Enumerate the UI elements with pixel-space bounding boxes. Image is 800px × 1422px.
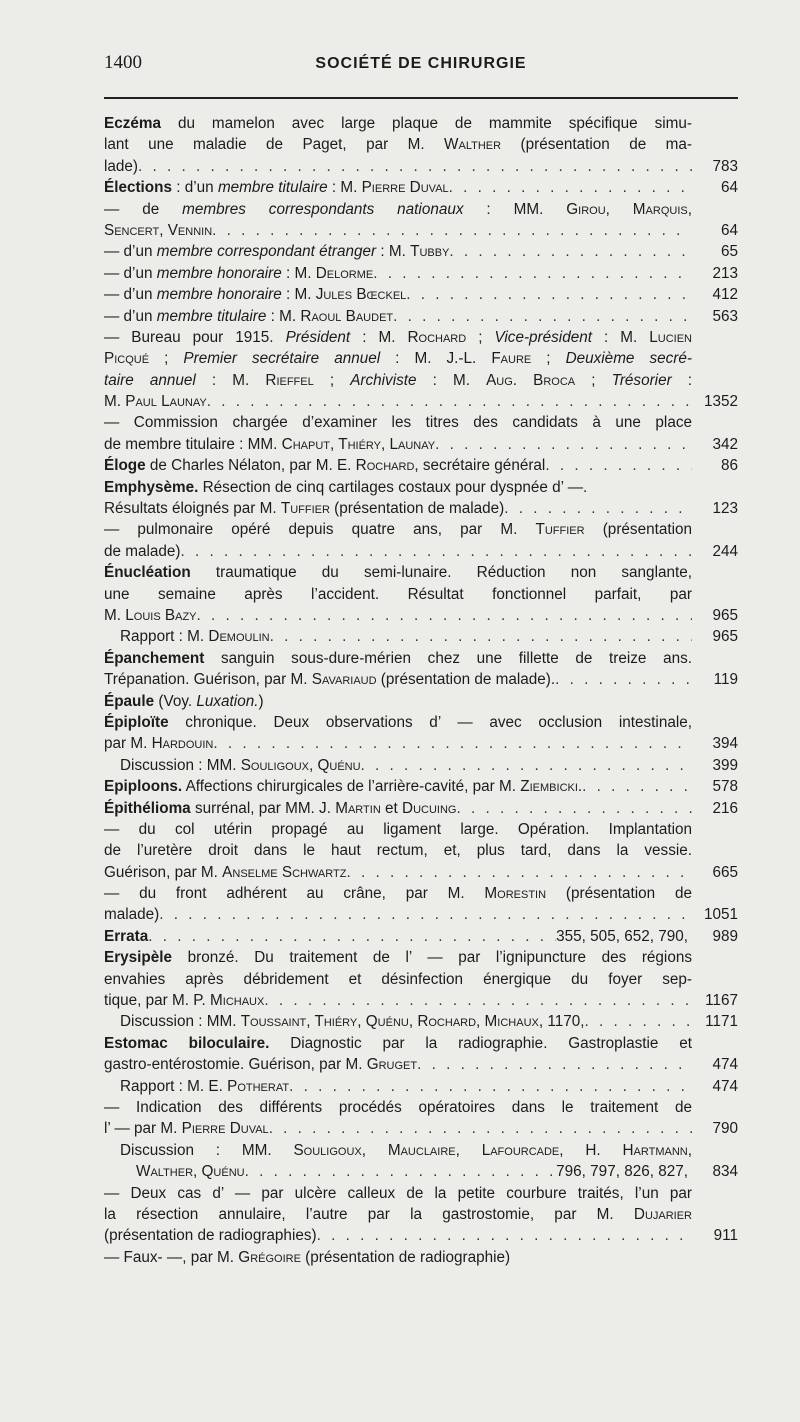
entry-text: Épiploïte xyxy=(104,713,169,731)
running-title: SOCIÉTÉ DE CHIRURGIE xyxy=(315,55,527,72)
entry-line xyxy=(104,990,692,1011)
entry-text: Savariaud xyxy=(311,671,377,689)
page-header xyxy=(104,52,738,82)
entry-text: sanguin sous-dure-mérien chez une fillette de treize ans. xyxy=(204,649,692,667)
entry-text: lade) xyxy=(104,157,139,175)
entry-text: : M. xyxy=(416,371,487,389)
entry-line xyxy=(104,1033,692,1054)
entry-text: ; xyxy=(575,371,612,389)
page-ref: 1167 xyxy=(705,992,738,1010)
page-ref: 86 xyxy=(720,457,738,475)
entry-text: : xyxy=(671,371,692,389)
entry-text: chronique. Deux observations d’ — avec occlusion intestinale, xyxy=(168,713,692,731)
entry-text: 796, 797, 826, 827, xyxy=(556,1163,688,1181)
entry-text: du mamelon avec large plaque de mammite spécifique simu- xyxy=(160,115,692,132)
page-ref: 394 xyxy=(712,735,738,753)
page-ref: 342 xyxy=(712,435,738,453)
entry-line xyxy=(104,733,692,754)
index-entry xyxy=(104,1076,738,1097)
entry-line xyxy=(120,626,692,647)
page-ref: 119 xyxy=(713,671,738,689)
entry-text: surrénal, par MM. J. xyxy=(190,799,336,817)
index-entry xyxy=(104,755,738,776)
entry-text: (présentation xyxy=(584,521,692,539)
entry-line xyxy=(104,498,692,519)
entry-line xyxy=(104,776,692,797)
entry-text: Demoulin xyxy=(208,628,270,646)
entry-text: Morestin xyxy=(484,885,547,903)
leader-dots xyxy=(393,306,692,327)
index-entry xyxy=(104,776,738,797)
entry-line xyxy=(104,1097,692,1118)
entry-text: Résultats éloignés par M. xyxy=(104,500,281,518)
entry-text: (Voy. xyxy=(154,692,197,710)
entry-text: Gruget xyxy=(366,1056,418,1074)
index-entry xyxy=(104,819,738,883)
leader-dots xyxy=(148,926,556,947)
entry-line xyxy=(104,605,692,626)
entry-text: membre titulaire xyxy=(156,307,267,325)
index-entry xyxy=(104,263,738,284)
entry-text: membre titulaire xyxy=(217,179,328,197)
entry-line xyxy=(104,584,692,605)
entry-line xyxy=(104,306,692,327)
page-ref: 563 xyxy=(712,307,738,325)
entry-text: Delorme xyxy=(315,264,374,282)
entry-text: , secrétaire général xyxy=(414,457,546,475)
entry-line xyxy=(120,1011,692,1032)
entry-text: — d’un xyxy=(104,286,157,304)
entry-line xyxy=(104,412,692,433)
entry-line xyxy=(120,755,692,776)
page-ref: 399 xyxy=(712,756,738,774)
index-entry xyxy=(104,284,738,305)
page-ref: 911 xyxy=(713,1227,738,1245)
entry-line xyxy=(104,541,692,562)
entry-text: : M. xyxy=(376,243,411,261)
entry-text: (présentation de malade). xyxy=(376,671,556,689)
entry-text: envahies après débridement et désinfection énergique du foyer sep- xyxy=(104,970,692,988)
leader-dots xyxy=(138,156,692,177)
index-entry xyxy=(104,712,738,755)
leader-dots xyxy=(181,541,692,562)
entry-text: Aug. Broca xyxy=(486,371,576,389)
leader-dots xyxy=(264,990,692,1011)
entry-text: ; xyxy=(313,371,351,389)
index-entry xyxy=(104,1011,738,1032)
entry-text: bronzé. Du traitement de l’ — par l’ignipuncture des régions xyxy=(172,949,692,967)
entry-line xyxy=(104,348,692,369)
index-entries xyxy=(104,113,738,1268)
leader-dots xyxy=(270,626,692,647)
leader-dots xyxy=(456,798,692,819)
leader-dots xyxy=(449,177,692,198)
leader-dots xyxy=(585,1011,692,1032)
entry-text: Élections xyxy=(104,179,173,197)
index-entry xyxy=(104,1097,738,1140)
entry-line xyxy=(104,562,692,583)
index-entry xyxy=(104,519,738,562)
index-entry xyxy=(104,1247,738,1268)
entry-text: Walther xyxy=(444,136,502,154)
leader-dots xyxy=(435,434,692,455)
entry-line xyxy=(104,134,692,155)
entry-line xyxy=(104,284,692,305)
entry-text: : M. xyxy=(195,371,266,389)
index-entry xyxy=(104,1140,738,1183)
entry-text: Résection de cinq cartilages costaux pour dyspnée d’ —. xyxy=(198,478,588,496)
entry-text: Estomac xyxy=(104,1034,168,1052)
entry-text: ; xyxy=(466,328,495,346)
page-ref: 834 xyxy=(712,1163,738,1181)
entry-line xyxy=(104,1183,692,1204)
entry-text: : M. xyxy=(281,264,316,282)
entry-text: — d’un xyxy=(104,264,157,282)
leader-dots xyxy=(212,220,692,241)
index-entry xyxy=(104,498,738,519)
entry-text: Tuffier xyxy=(280,500,330,518)
entry-text: membre honoraire xyxy=(156,286,282,304)
entry-text: une semaine après l’accident. Résultat fonctionnel parfait, par xyxy=(104,585,692,603)
entry-text: Martin xyxy=(335,799,381,817)
page-ref: 65 xyxy=(720,243,738,261)
index-entry xyxy=(104,691,738,712)
entry-text: — du front adhérent au crâne, par M. xyxy=(104,885,485,903)
entry-line xyxy=(104,1247,692,1268)
entry-text: membre correspondant étranger xyxy=(156,243,377,261)
page-ref: 783 xyxy=(712,157,738,175)
index-entry xyxy=(104,177,738,198)
entry-line xyxy=(104,947,692,968)
entry-text: Tuffier xyxy=(535,521,585,539)
entry-text: Raoul Baudet xyxy=(300,307,394,325)
entry-line xyxy=(104,519,692,540)
entry-text: (présentation de malade) xyxy=(329,500,505,518)
index-entry xyxy=(104,883,738,926)
index-entry xyxy=(104,1183,738,1247)
entry-text: — Faux- —, par M. xyxy=(104,1248,239,1266)
entry-text: Jules Bœckel xyxy=(315,286,407,304)
entry-text: Premier secrétaire annuel xyxy=(183,350,381,368)
entry-text: ; xyxy=(149,350,184,368)
entry-line xyxy=(104,840,692,861)
entry-line xyxy=(104,1204,692,1225)
entry-text: Pierre Duval xyxy=(181,1120,269,1138)
index-entry xyxy=(104,306,738,327)
leader-dots xyxy=(449,241,692,262)
entry-text: Louis Bazy xyxy=(125,606,197,624)
entry-text: Discussion : MM. xyxy=(120,1013,241,1031)
entry-line xyxy=(104,883,692,904)
page-ref: 123 xyxy=(712,500,738,518)
index-entry xyxy=(104,113,738,177)
entry-text: Rapport : M. E. xyxy=(120,1077,228,1095)
entry-line xyxy=(104,220,692,241)
entry-text: traumatique du semi-lunaire. Réduction non sanglante, xyxy=(190,564,692,582)
entry-line xyxy=(104,199,692,220)
entry-text: — d’un xyxy=(104,307,157,325)
entry-text: Erysipèle xyxy=(104,949,173,967)
entry-text: Rochard xyxy=(355,457,415,475)
entry-text: Éloge xyxy=(104,457,146,475)
entry-text: Président xyxy=(285,328,351,346)
entry-line xyxy=(104,327,692,348)
entry-text: malade) xyxy=(104,906,160,924)
entry-text: : M. xyxy=(266,307,301,325)
entry-line xyxy=(104,370,692,391)
entry-text: Dujarier xyxy=(633,1205,692,1223)
entry-text: biloculaire. xyxy=(188,1034,270,1052)
index-entry xyxy=(104,199,738,242)
entry-line xyxy=(104,798,692,819)
entry-text: — d’un xyxy=(104,243,157,261)
leader-dots xyxy=(197,605,693,626)
page-ref: 213 xyxy=(712,264,738,282)
entry-text: Anselme Schwartz xyxy=(222,863,347,881)
entry-text: : d’un xyxy=(172,179,218,197)
entry-text: et xyxy=(380,799,403,817)
leader-dots xyxy=(207,391,692,412)
entry-text: Souligoux, Quénu xyxy=(240,756,361,774)
entry-text: Ziembicki. xyxy=(520,778,583,796)
page-ref: 64 xyxy=(720,221,738,239)
entry-line xyxy=(104,862,692,883)
index-entry xyxy=(104,626,738,647)
entry-text: Hardouin xyxy=(151,735,214,753)
entry-line xyxy=(120,1161,692,1182)
entry-text: Affections chirurgicales de l’arrière-cavité, par M. xyxy=(182,778,521,796)
entry-text: (présentation de radiographies) xyxy=(104,1227,317,1245)
page-ref: 474 xyxy=(712,1056,738,1074)
entry-line xyxy=(104,669,692,690)
leader-dots xyxy=(213,733,692,754)
page-ref: 64 xyxy=(720,179,738,197)
entry-text: de l’uretère droit dans le haut rectum, et, plus tard, dans la vessie. xyxy=(104,842,692,860)
entry-text xyxy=(168,1035,189,1052)
entry-text: Errata xyxy=(104,927,149,945)
leader-dots xyxy=(346,862,692,883)
entry-text: — Commission chargée d’examiner les titres des candidats à une place xyxy=(104,414,692,432)
entry-text: — pulmonaire opéré depuis quatre ans, par M. xyxy=(104,521,536,539)
index-entry xyxy=(104,947,738,1011)
entry-text: Lucien xyxy=(649,328,692,346)
leader-dots xyxy=(504,498,692,519)
entry-line xyxy=(104,648,692,669)
index-entry xyxy=(104,1033,738,1076)
entry-line xyxy=(104,969,692,990)
index-entry xyxy=(104,327,738,413)
entry-line xyxy=(104,477,692,498)
entry-text: lant une maladie de Paget, par M. xyxy=(104,136,445,154)
entry-text: Archiviste xyxy=(350,371,417,389)
entry-text: — Deux cas d’ — par ulcère calleux de la petite courbure traités, l’un par xyxy=(104,1184,692,1202)
index-entry xyxy=(104,648,738,691)
leader-dots xyxy=(373,263,692,284)
page-ref: 965 xyxy=(712,606,738,624)
entry-text: Rochard xyxy=(407,328,467,346)
page-ref: 578 xyxy=(712,778,738,796)
page-ref: 474 xyxy=(712,1077,738,1095)
entry-text: Diagnostic par la radiographie. Gastroplastie et xyxy=(269,1034,692,1052)
entry-line xyxy=(104,1225,692,1246)
entry-line xyxy=(104,455,692,476)
entry-text: Picqué xyxy=(104,350,150,368)
entry-text: M. xyxy=(104,393,126,411)
entry-text: (présentation de radiographie) xyxy=(300,1248,511,1266)
entry-text: Rieffel xyxy=(265,371,314,389)
entry-text: Paul Launay xyxy=(125,393,207,411)
entry-text: membre honoraire xyxy=(156,264,282,282)
entry-text: Épithélioma xyxy=(104,799,191,817)
leader-dots xyxy=(269,1118,692,1139)
entry-text: — du col utérin propagé au ligament large. Opération. Implantation xyxy=(104,820,692,838)
index-entry xyxy=(104,798,738,819)
entry-text: Épaule xyxy=(104,692,155,710)
entry-text: Girou, Marquis, xyxy=(566,200,692,218)
entry-text: Ducuing xyxy=(402,799,457,817)
leader-dots xyxy=(582,776,692,797)
entry-text: Deuxième secré- xyxy=(565,350,692,368)
entry-line xyxy=(104,819,692,840)
entry-line xyxy=(104,391,692,412)
entry-text: Potherat xyxy=(227,1077,290,1095)
entry-text: Epiploons. xyxy=(104,778,183,796)
page-ref: 965 xyxy=(712,628,738,646)
entry-text: Épanchement xyxy=(104,649,205,667)
entry-text: Souligoux, Mauclaire, Lafourcade, H. Hartmann, xyxy=(293,1141,692,1159)
entry-text: gastro-entérostomie. Guérison, par M. xyxy=(104,1056,367,1074)
leader-dots xyxy=(245,1161,557,1182)
entry-text: M. xyxy=(104,606,126,624)
leader-dots xyxy=(406,284,692,305)
entry-text: : M. xyxy=(350,328,408,346)
entry-text: : MM. xyxy=(463,200,567,218)
entry-text: Grégoire xyxy=(238,1248,301,1266)
page-ref: 1171 xyxy=(705,1013,738,1031)
index-entry xyxy=(104,477,738,498)
entry-text: la résection annulaire, l’autre par la gastrostomie, par M. xyxy=(104,1205,634,1223)
entry-line xyxy=(104,926,692,947)
entry-line xyxy=(104,434,692,455)
entry-text: : M. J.-L. xyxy=(380,350,492,368)
entry-line xyxy=(104,113,692,134)
entry-text: (présentation de ma- xyxy=(501,136,692,154)
entry-line xyxy=(104,691,692,712)
leader-dots xyxy=(417,1054,692,1075)
entry-line xyxy=(104,1118,692,1139)
entry-text: (présentation de xyxy=(546,885,692,903)
page-ref: 989 xyxy=(712,927,738,945)
entry-text: Rapport : M. xyxy=(120,628,209,646)
page-ref: 244 xyxy=(712,542,738,560)
entry-text: : M. xyxy=(591,328,650,346)
entry-text: Emphysème. xyxy=(104,478,199,496)
entry-text: l’ — par M. xyxy=(104,1120,182,1138)
entry-text: taire annuel xyxy=(104,371,196,389)
index-entry xyxy=(104,241,738,262)
entry-line xyxy=(104,177,692,198)
entry-text: Sencert, Vennin xyxy=(104,221,213,239)
leader-dots xyxy=(545,455,692,476)
entry-line xyxy=(104,712,692,733)
entry-line xyxy=(120,1076,692,1097)
entry-text: Eczéma xyxy=(104,115,161,132)
entry-text: de Charles Nélaton, par M. E. xyxy=(145,457,356,475)
entry-text: — Indication des différents procédés opératoires dans le traitement de xyxy=(104,1098,692,1116)
entry-line xyxy=(120,1140,692,1161)
entry-text: ; xyxy=(531,350,566,368)
header-rule xyxy=(104,97,738,99)
entry-text: Chaput, Thiéry, Launay xyxy=(281,435,436,453)
entry-text: Discussion : MM. xyxy=(120,756,241,774)
entry-text: ) xyxy=(258,692,264,710)
entry-text: Trépanation. Guérison, par M. xyxy=(104,671,312,689)
entry-text: tique, par M. P. xyxy=(104,992,211,1010)
entry-text: Trésorier xyxy=(611,371,672,389)
entry-text: : M. xyxy=(281,286,316,304)
entry-line xyxy=(104,241,692,262)
entry-text: membres correspondants nationaux xyxy=(182,200,464,218)
leader-dots xyxy=(317,1225,692,1246)
entry-line xyxy=(104,1054,692,1075)
leader-dots xyxy=(361,755,692,776)
entry-line xyxy=(104,904,692,925)
entry-text: de malade) xyxy=(104,542,181,560)
leader-dots xyxy=(289,1076,692,1097)
entry-text: Luxation. xyxy=(196,692,259,710)
entry-text: Faure xyxy=(491,350,532,368)
entry-text: Vice-président xyxy=(494,328,592,346)
entry-text: — Bureau pour 1915. xyxy=(104,328,286,346)
page-ref: 412 xyxy=(712,286,738,304)
entry-line xyxy=(104,156,692,177)
entry-text: — de xyxy=(104,200,183,218)
page-ref: 1051 xyxy=(703,906,738,924)
entry-line xyxy=(104,263,692,284)
entry-text: Tubby xyxy=(410,243,450,261)
entry-text: de membre titulaire : MM. xyxy=(104,435,282,453)
entry-text: 355, 505, 652, 790, xyxy=(556,927,688,945)
entry-text: Guérison, par M. xyxy=(104,863,223,881)
page-number: 1400 xyxy=(104,52,142,73)
index-entry xyxy=(104,455,738,476)
entry-text: 1170, xyxy=(543,1013,585,1031)
page-ref: 216 xyxy=(712,799,738,817)
index-entry xyxy=(104,926,738,947)
entry-text: par M. xyxy=(104,735,152,753)
index-entry xyxy=(104,412,738,455)
entry-text: Toussaint, Thiéry, Quénu, Rochard, Michaux, xyxy=(240,1013,544,1031)
leader-dots xyxy=(555,669,692,690)
entry-text: : M. xyxy=(327,179,362,197)
entry-text: Énucléation xyxy=(104,564,191,582)
leader-dots xyxy=(159,904,692,925)
entry-text: Michaux xyxy=(210,992,265,1010)
entry-text: Walther, Quénu xyxy=(136,1163,245,1181)
entry-text: Pierre Duval xyxy=(361,179,449,197)
page-ref: 1352 xyxy=(703,393,738,411)
index-entry xyxy=(104,562,738,626)
entry-text: Discussion : MM. xyxy=(120,1141,294,1159)
page-ref: 790 xyxy=(712,1120,738,1138)
page-ref: 665 xyxy=(712,863,738,881)
